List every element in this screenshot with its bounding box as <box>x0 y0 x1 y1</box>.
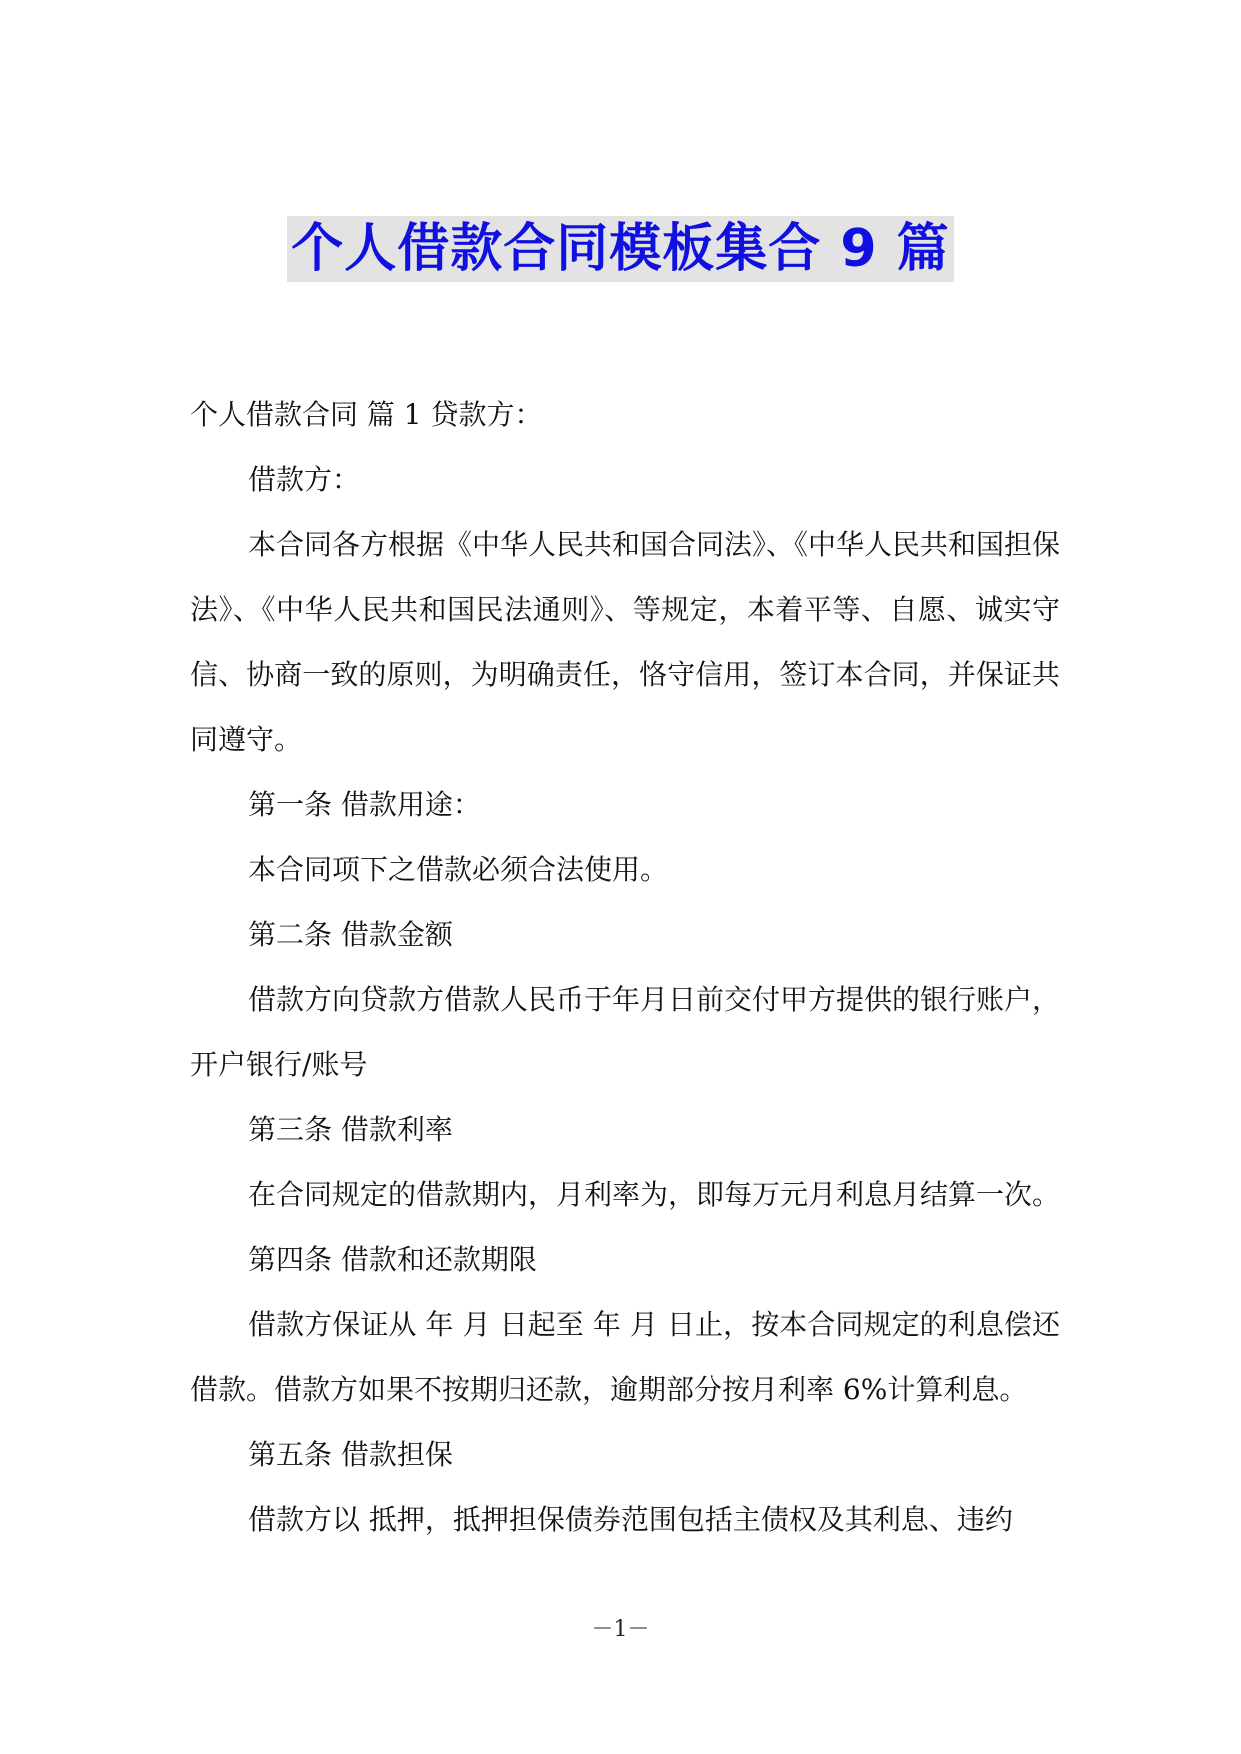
paragraph: 借款方保证从 年 月 日起至 年 月 日止，按本合同规定的利息偿还借款。借款方如果不按期归还款，逾期部分按月利率 6%计算利息。 <box>190 1308 1060 1406</box>
paragraph: 第四条 借款和还款期限 <box>248 1243 537 1276</box>
title-container <box>0 216 1241 282</box>
paragraph: 第二条 借款金额 <box>248 918 453 951</box>
paragraph: 借款方以 抵押，抵押担保债券范围包括主债权及其利息、违约 <box>248 1503 1013 1536</box>
document-title: 个人借款合同模板集合 9 篇 <box>287 216 953 282</box>
paragraph: 个人借款合同 篇 1 贷款方： <box>190 398 543 431</box>
paragraph: 借款方： <box>248 463 361 496</box>
paragraph: 在合同规定的借款期内，月利率为，即每万元月利息月结算一次。 <box>248 1178 1061 1211</box>
document-body <box>190 382 1060 1552</box>
paragraph: 本合同项下之借款必须合法使用。 <box>248 853 669 886</box>
paragraph: 第三条 借款利率 <box>248 1113 453 1146</box>
paragraph: 第五条 借款担保 <box>248 1438 453 1471</box>
paragraph: 借款方向贷款方借款人民币于年月日前交付甲方提供的银行账户，开户银行/账号 <box>190 983 1061 1081</box>
page-number: －1－ <box>591 1617 650 1642</box>
paragraph: 第一条 借款用途： <box>248 788 481 821</box>
paragraph: 本合同各方根据《中华人民共和国合同法》、《中华人民共和国担保法》、《中华人民共和国民法通则》、等规定，本着平等、自愿、诚实守信、协商一致的原则，为明确责任，恪守信用，签订本合同，并保证共同遵守。 <box>190 528 1061 756</box>
